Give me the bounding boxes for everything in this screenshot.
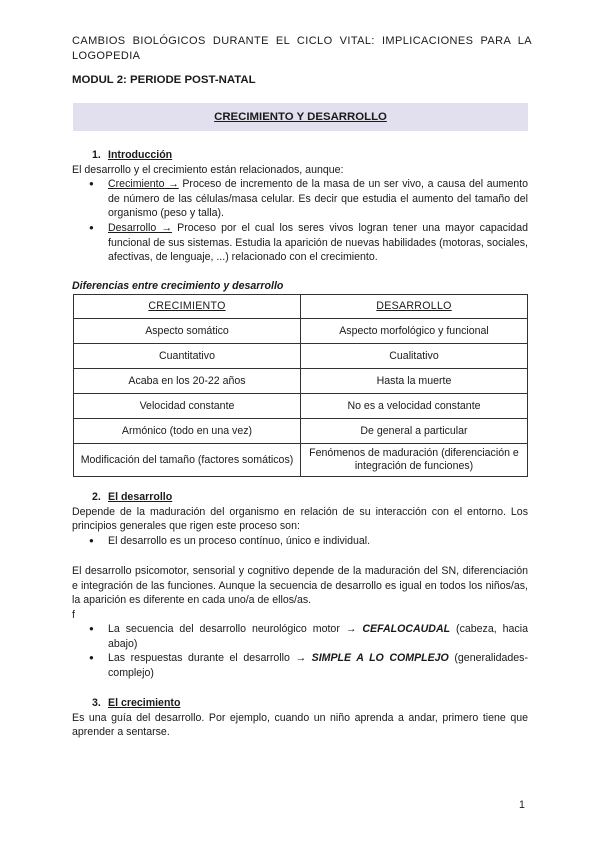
- table-row: [74, 344, 528, 369]
- table-caption: Diferencias entre crecimiento y desarrollo: [72, 280, 284, 292]
- table-row: [74, 394, 528, 419]
- table-cell: Modificación del tamaño (factores somáticos): [74, 444, 301, 477]
- section-2-principles: [72, 622, 528, 680]
- bullet-text: Proceso por el cual los seres vivos logran tener una mayor capacidad funcional de sus sistemas. Estudia la aparición de nuevas habilidades (motoras, sociales, afectivas, de lenguaje, ...) relacionado con el crecimiento.: [108, 221, 528, 264]
- section-2-principles-list: [72, 622, 528, 680]
- section-crecimiento: [72, 696, 528, 740]
- table-cell: No es a velocidad constante: [301, 394, 528, 419]
- bullet-term: Desarrollo →: [108, 221, 172, 234]
- bullet-text: Las respuestas durante el desarrollo →: [108, 652, 312, 665]
- table-cell: Hasta la muerte: [301, 369, 528, 394]
- section-2-title: El desarrollo: [108, 491, 173, 503]
- table-cell: Fenómenos de maduración (diferenciación e integración de funciones): [301, 444, 528, 477]
- section-1-title: Introducción: [108, 149, 173, 161]
- section-2-paragraph: El desarrollo psicomotor, sensorial y cognitivo depende de la maduración del SN, diferenciación e integración de las funciones. Aunque la secuencia de desarrollo es igual en todos los niños/as, la aparición es diferente en cada uno/a de ellos/as.: [72, 565, 528, 607]
- section-desarrollo: [72, 490, 528, 548]
- section-3-title: El crecimiento: [108, 697, 181, 709]
- table-row: [74, 369, 528, 394]
- table-row: [74, 319, 528, 344]
- stray-character: f: [72, 609, 75, 621]
- module-title: MODUL 2: PERIODE POST-NATAL: [72, 74, 256, 86]
- section-1-intro: El desarrollo y el crecimiento están relacionados, aunque:: [72, 163, 344, 176]
- table-cell: Cuantitativo: [74, 344, 301, 369]
- topic-banner-title: CRECIMIENTO Y DESARROLLO: [214, 110, 387, 123]
- table-row: [74, 444, 528, 477]
- section-3-number: 3.: [92, 697, 101, 709]
- section-introduccion: [72, 148, 528, 265]
- section-3-heading: [92, 696, 528, 711]
- bullet-text: Proceso de incremento de la masa de un ser vivo, a causa del aumento de número de las células/masa celular. Es decir que estudia el aumento del tamaño del organismo (peso y talla).: [108, 178, 528, 220]
- table-header-row: [74, 295, 528, 319]
- column-header-crecimiento: CRECIMIENTO: [74, 295, 301, 319]
- table-cell: Armónico (todo en una vez): [74, 419, 301, 444]
- document-header-title: CAMBIOS BIOLÓGICOS DURANTE EL CICLO VITAL: IMPLICACIONES PARA LA LOGOPEDIA: [72, 35, 532, 62]
- section-1-bullet-list: [72, 177, 528, 265]
- differences-table: [73, 294, 528, 477]
- table-cell: Acaba en los 20-22 años: [74, 369, 301, 394]
- bullet-text: (cabeza, hacia abajo): [108, 623, 528, 650]
- section-1-number: 1.: [92, 149, 101, 161]
- table-cell: Aspecto morfológico y funcional: [301, 319, 528, 344]
- page-number: 1: [519, 799, 525, 811]
- list-item: ● El desarrollo es un proceso contínuo, único e individual.: [72, 534, 528, 549]
- bullet-text: La secuencia del desarrollo neurológico motor →: [108, 623, 363, 635]
- list-item: [72, 177, 528, 221]
- list-item: [72, 622, 528, 651]
- table-cell: De general a particular: [301, 419, 528, 444]
- bullet-keyword: CEFALOCAUDAL: [362, 623, 451, 635]
- bullet-keyword: SIMPLE A LO COMPLEJO: [311, 652, 449, 665]
- table-row: [74, 419, 528, 444]
- section-2-bullet-list: [72, 534, 528, 549]
- table-cell: Cualitativo: [301, 344, 528, 369]
- table-cell: Velocidad constante: [74, 394, 301, 419]
- table-cell: Aspecto somático: [74, 319, 301, 344]
- section-1-heading: [92, 148, 528, 163]
- bullet-term: Crecimiento →: [108, 178, 179, 191]
- section-2-number: 2.: [92, 491, 101, 503]
- section-2-heading: [92, 490, 528, 505]
- list-item: [72, 221, 528, 265]
- column-header-desarrollo: DESARROLLO: [301, 295, 528, 319]
- bullet-text: (generalidades-complejo): [108, 652, 528, 679]
- section-2-intro: Depende de la maduración del organismo en relación de su interacción con el entorno. Los principios generales que rigen este proceso son:: [72, 505, 528, 533]
- list-item: [72, 651, 528, 680]
- topic-banner: [73, 103, 528, 131]
- section-3-text: Es una guía del desarrollo. Por ejemplo, cuando un niño aprenda a andar, primero tiene que aprender a sentarse.: [72, 711, 528, 739]
